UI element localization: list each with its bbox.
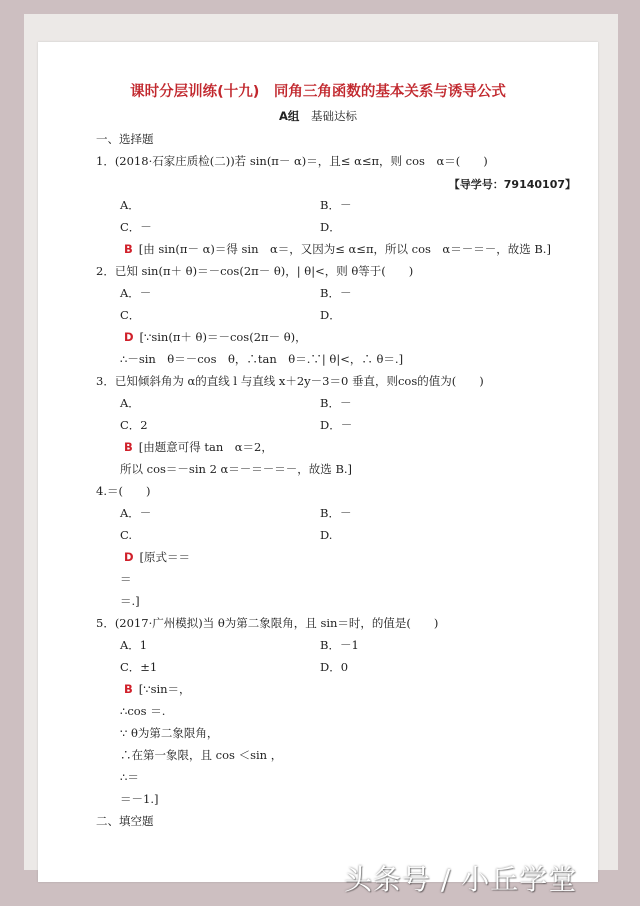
- question-2-option-b: B．－: [320, 286, 352, 300]
- question-1-option-c: C．－: [120, 220, 152, 234]
- question-2-explain-2: ∴－sin θ＝－cos θ，∴tan θ＝.∵| θ|<，∴ θ＝.]: [120, 352, 404, 366]
- question-5-option-a: A．1: [120, 638, 148, 652]
- question-5-stem: 5．(2017·广州模拟)当 θ为第二象限角，且 sin＝时，的值是( ): [96, 616, 439, 630]
- question-1-stem: 1．(2018·石家庄质检(二))若 sin(π－ α)＝，且≤ α≤π，则 cos α＝( ): [96, 154, 488, 168]
- question-3-solution: [124, 440, 273, 455]
- question-1-option-a: A．: [120, 198, 140, 212]
- question-3-option-b: B．－: [320, 396, 352, 410]
- question-5-explain-1: [∵sin＝，: [138, 682, 191, 696]
- section-heading-fill: 二、填空题: [96, 814, 154, 828]
- question-5-explain-4: ∴在第一象限，且 cos ＜sin ，: [120, 748, 283, 762]
- question-5-option-c: C．±1: [120, 660, 158, 674]
- page-title: 课时分层训练(十九) 同角三角函数的基本关系与诱导公式: [130, 84, 506, 100]
- question-2-option-c: C．: [120, 308, 141, 322]
- question-3-answer: B: [124, 440, 133, 454]
- group-label: A组: [278, 109, 300, 123]
- question-3-option-a: A．: [120, 396, 140, 410]
- question-5-explain-2: ∴cos ＝.: [120, 704, 166, 718]
- question-1-option-b: B．－: [320, 198, 352, 212]
- question-3-option-d: D．－: [320, 418, 353, 432]
- question-5-option-d: D．0: [320, 660, 349, 674]
- question-4-option-d: D.: [320, 528, 333, 542]
- question-2-option-d: D．: [320, 308, 341, 322]
- question-5-explain-6: ＝－1.]: [120, 792, 159, 806]
- question-4-explain-2: ＝: [120, 572, 132, 586]
- group-heading: [38, 108, 598, 124]
- question-5-explain-5: ∴＝: [120, 770, 139, 784]
- question-3-explain-1: [由题意可得 tan α＝2，: [138, 440, 273, 454]
- question-3-option-c: C．2: [120, 418, 148, 432]
- question-5-answer: B: [124, 682, 133, 696]
- question-5-explain-3: ∵ θ为第二象限角，: [120, 726, 219, 740]
- question-4-explain-3: ＝.]: [120, 594, 140, 608]
- question-1-option-d: D．: [320, 220, 341, 234]
- question-2-stem: 2．已知 sin(π＋ θ)＝－cos(2π－ θ)，| θ|<，则 θ等于( ): [96, 264, 414, 278]
- question-5-option-b: B．－1: [320, 638, 359, 652]
- question-4-explain-1: [原式＝＝: [139, 550, 191, 564]
- question-4-option-a: A．－: [120, 506, 152, 520]
- question-1-answer: B: [124, 242, 133, 256]
- question-4-option-c: C.: [120, 528, 133, 542]
- question-3-explain-2: 所以 cos＝－sin 2 α＝－＝－＝－，故选 B.]: [120, 462, 353, 476]
- question-1-solution: [124, 242, 551, 257]
- question-3-stem: 3．已知倾斜角为 α的直线 l 与直线 x＋2y－3＝0 垂直，则cos的值为( ): [96, 374, 484, 388]
- question-2-answer: D: [124, 330, 134, 344]
- question-4-stem: 4.＝( ): [96, 484, 151, 498]
- question-4-answer: D: [124, 550, 134, 564]
- section-heading-choice: 一、选择题: [96, 132, 154, 146]
- question-1-explain: [由 sin(π－ α)＝得 sin α＝，又因为≤ α≤π，所以 cos α＝－＝－，故选 B.]: [138, 242, 551, 256]
- question-4-option-b: B．－: [320, 506, 352, 520]
- question-1-ref: 【导学号：79140107】: [448, 178, 576, 191]
- watermark: 头条号 / 小丘学堂: [344, 863, 578, 896]
- question-2-explain-1: [∵sin(π＋ θ)＝－cos(2π－ θ)，: [139, 330, 307, 344]
- question-2-solution: [124, 330, 307, 345]
- question-2-option-a: A．－: [120, 286, 152, 300]
- document-page: [38, 42, 598, 882]
- question-4-solution: [124, 550, 190, 565]
- group-sub: 基础达标: [311, 109, 358, 123]
- question-5-solution: [124, 682, 191, 697]
